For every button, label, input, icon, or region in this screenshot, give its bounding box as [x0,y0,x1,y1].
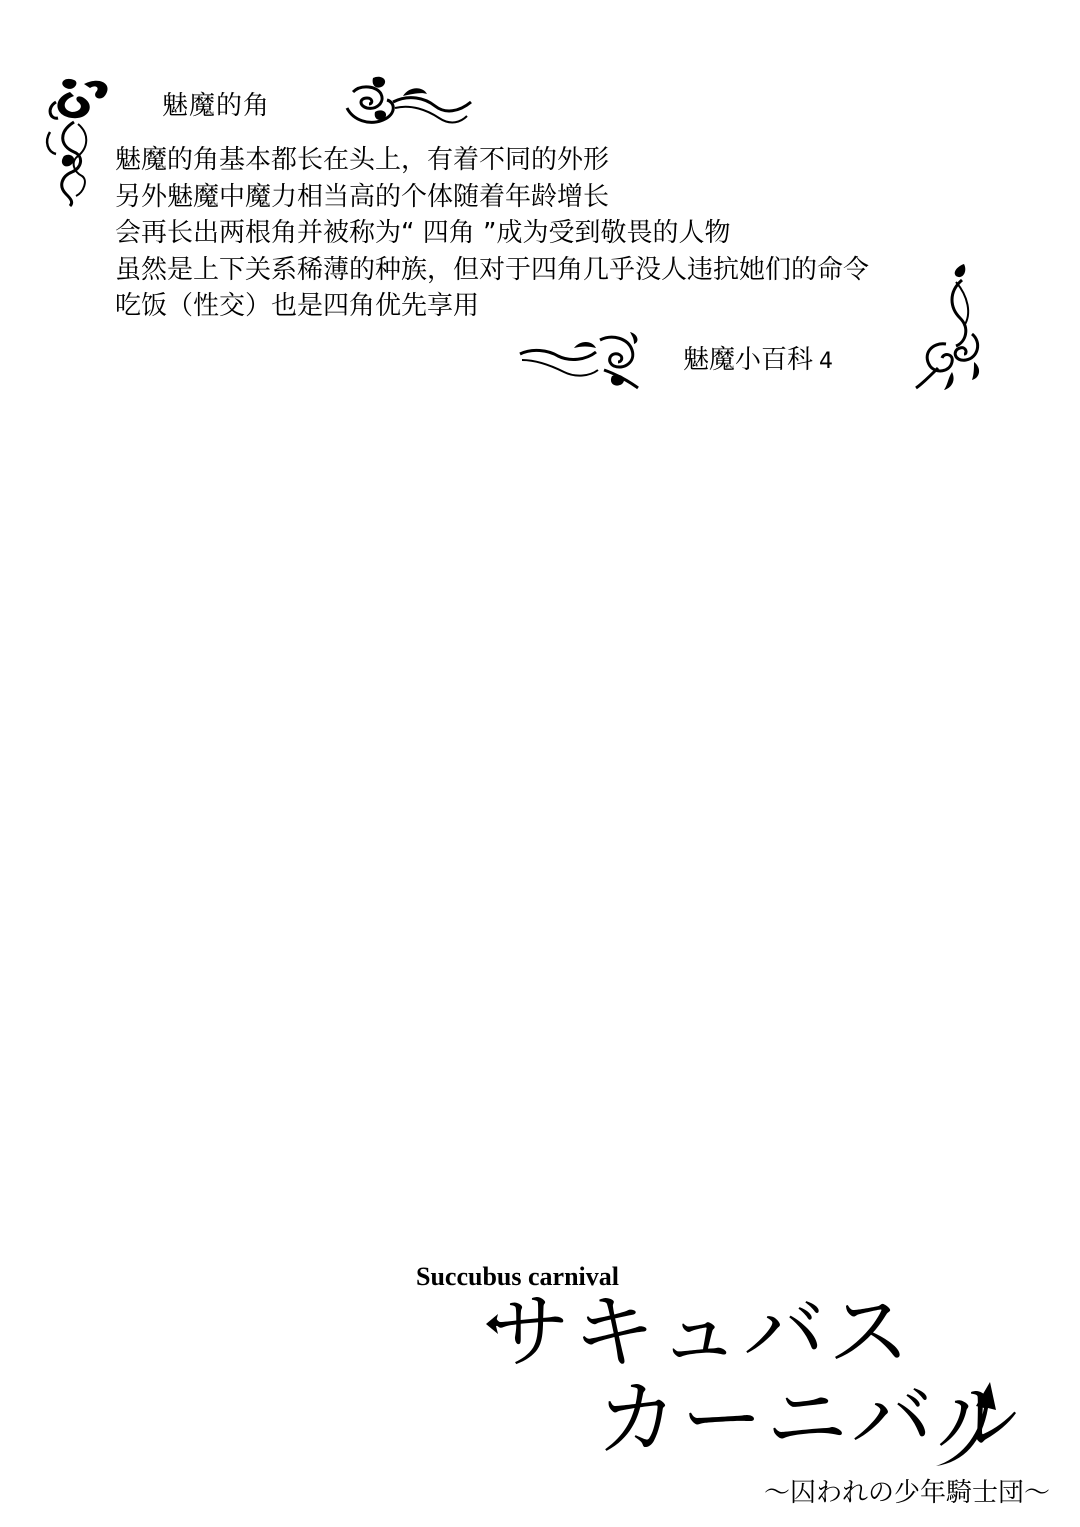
logo-english-title: Succubus carnival [416,1262,619,1291]
logo-title-line-1: サキュバス [488,1285,914,1380]
ornate-flourish-icon [343,72,473,132]
logo-subtitle: 〜囚われの少年騎士団〜 [764,1478,1051,1508]
logo-title-line-2: カーニバル [596,1372,1022,1467]
body-line: 吃饭（性交）也是四角优先享用 [115,291,480,321]
caption-text: 魅魔小百科 [683,345,814,375]
ornate-flourish-icon [518,330,642,390]
article-body [115,142,1015,325]
body-line: 会再长出两根角并被称为“ 四角 ”成为受到敬畏的人物 [115,218,731,248]
article-caption [683,341,833,381]
ornate-flourish-icon [44,72,116,206]
body-line: 另外魅魔中魔力相当高的个体随着年龄增长 [115,181,610,212]
ornate-flourish-icon [912,262,984,392]
body-line: 虽然是上下关系稀薄的种族，但对于四角几乎没人违抗她们的命令 [115,254,870,285]
article-heading: 魅魔的角 [162,91,271,121]
body-line: 魅魔的角基本都长在头上，有着不同的外形 [115,145,610,175]
caption-number: 4 [819,349,834,374]
demon-tail-icon [930,1378,1000,1468]
